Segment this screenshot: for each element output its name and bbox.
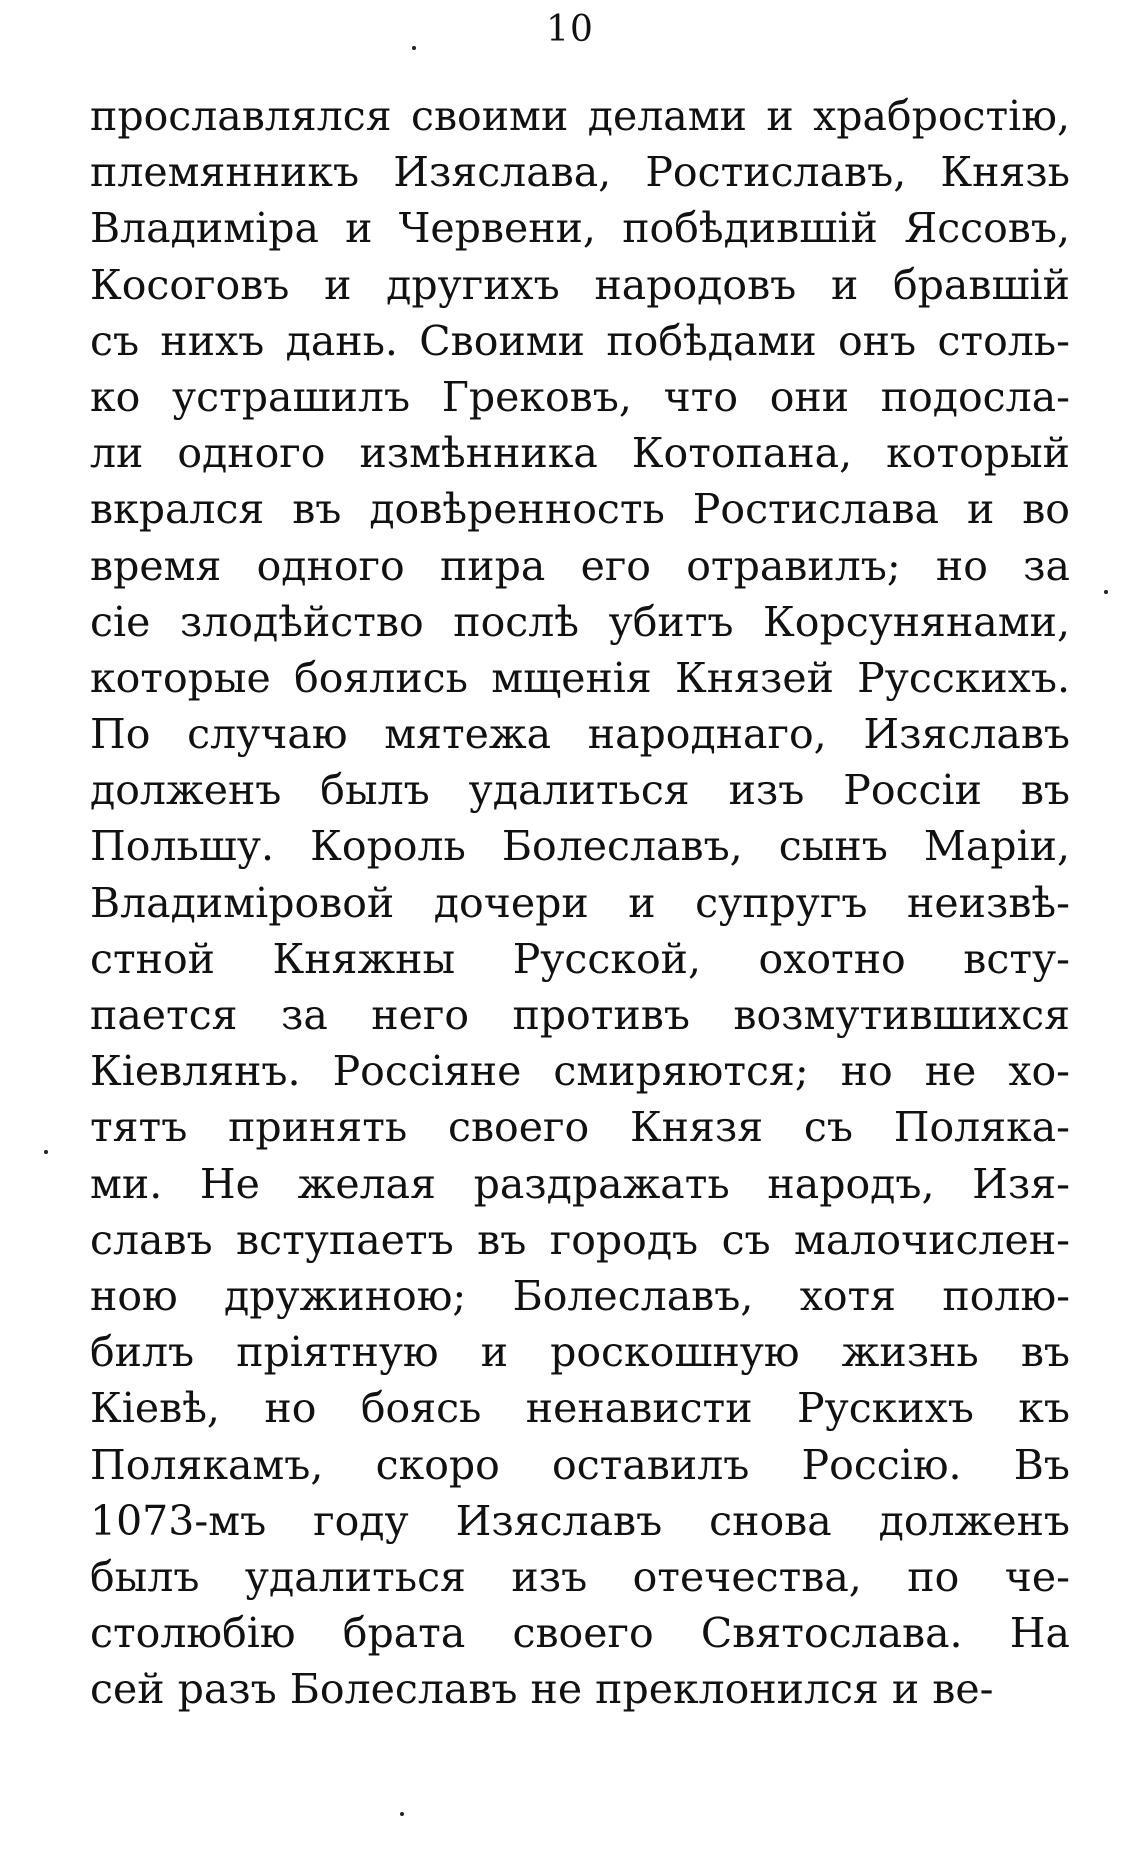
text-line: 1073-мъ году Изяславъ снова долженъ bbox=[90, 1496, 1070, 1545]
text-line: ми. Не желая раздражать народъ, Изя- bbox=[90, 1159, 1070, 1208]
text-line: тятъ принять своего Князя съ Поляка- bbox=[90, 1103, 1070, 1152]
scan-speck bbox=[44, 1150, 48, 1154]
text-line: Владиміровой дочери и супругъ неизвѣ- bbox=[90, 878, 1070, 927]
text-line: былъ удалиться изъ отечества, по че- bbox=[90, 1552, 1070, 1601]
text-line: билъ пріятную и роскошную жизнь въ bbox=[90, 1328, 1070, 1377]
scan-speck bbox=[1104, 590, 1108, 594]
text-line: Владиміра и Червени, побѣдившій Яссовъ, bbox=[90, 204, 1070, 253]
text-line: долженъ былъ удалиться изъ Россіи въ bbox=[90, 766, 1070, 815]
text-line: пается за него противъ возмутившихся bbox=[90, 991, 1070, 1039]
text-line: стной Княжны Русской, охотно всту- bbox=[90, 934, 1070, 983]
text-line: Кіевѣ, но боясь ненависти Рускихъ къ bbox=[90, 1384, 1070, 1433]
text-line: прославлялся своими делами и храбростію, bbox=[90, 92, 1070, 140]
text-line: съ нихъ дань. Своими побѣдами онъ столь- bbox=[90, 316, 1070, 365]
text-line: По случаю мятежа народнаго, Изяславъ bbox=[90, 710, 1070, 759]
scan-speck bbox=[412, 46, 416, 50]
text-line: которые боялись мщенія Князей Русскихъ. bbox=[90, 653, 1070, 702]
text-line: сіе злодѣйство послѣ убитъ Корсунянами, bbox=[90, 597, 1070, 646]
text-line: Кіевлянъ. Россіяне смиряются; но не хо- bbox=[90, 1047, 1070, 1096]
scan-speck bbox=[400, 1812, 404, 1816]
text-line: ли одного измѣнника Котопана, который bbox=[90, 429, 1070, 478]
text-line: Косоговъ и другихъ народовъ и бравшій bbox=[90, 260, 1070, 309]
text-line: вкрался въ довѣренность Ростислава и во bbox=[90, 485, 1070, 534]
text-line: сей разъ Болеславъ не преклонился и ве- bbox=[90, 1665, 994, 1714]
text-line: племянникъ Изяслава, Ростиславъ, Князь bbox=[90, 148, 1070, 197]
text-line: Полякамъ, скоро оставилъ Россію. Въ bbox=[90, 1440, 1070, 1489]
text-line: столюбію брата своего Святослава. На bbox=[90, 1609, 1070, 1658]
text-line: славъ вступаетъ въ городъ съ малочислен- bbox=[90, 1215, 1070, 1264]
page-number: 10 bbox=[546, 9, 594, 50]
text-line: время одного пира его отравилъ; но за bbox=[90, 541, 1070, 590]
body-text bbox=[90, 88, 1070, 1717]
text-line: ко устрашилъ Грековъ, что они подосла- bbox=[90, 372, 1070, 421]
text-line: Польшу. Король Болеславъ, сынъ Маріи, bbox=[90, 822, 1070, 871]
text-line: ною дружиною; Болеславъ, хотя полю- bbox=[90, 1271, 1070, 1320]
